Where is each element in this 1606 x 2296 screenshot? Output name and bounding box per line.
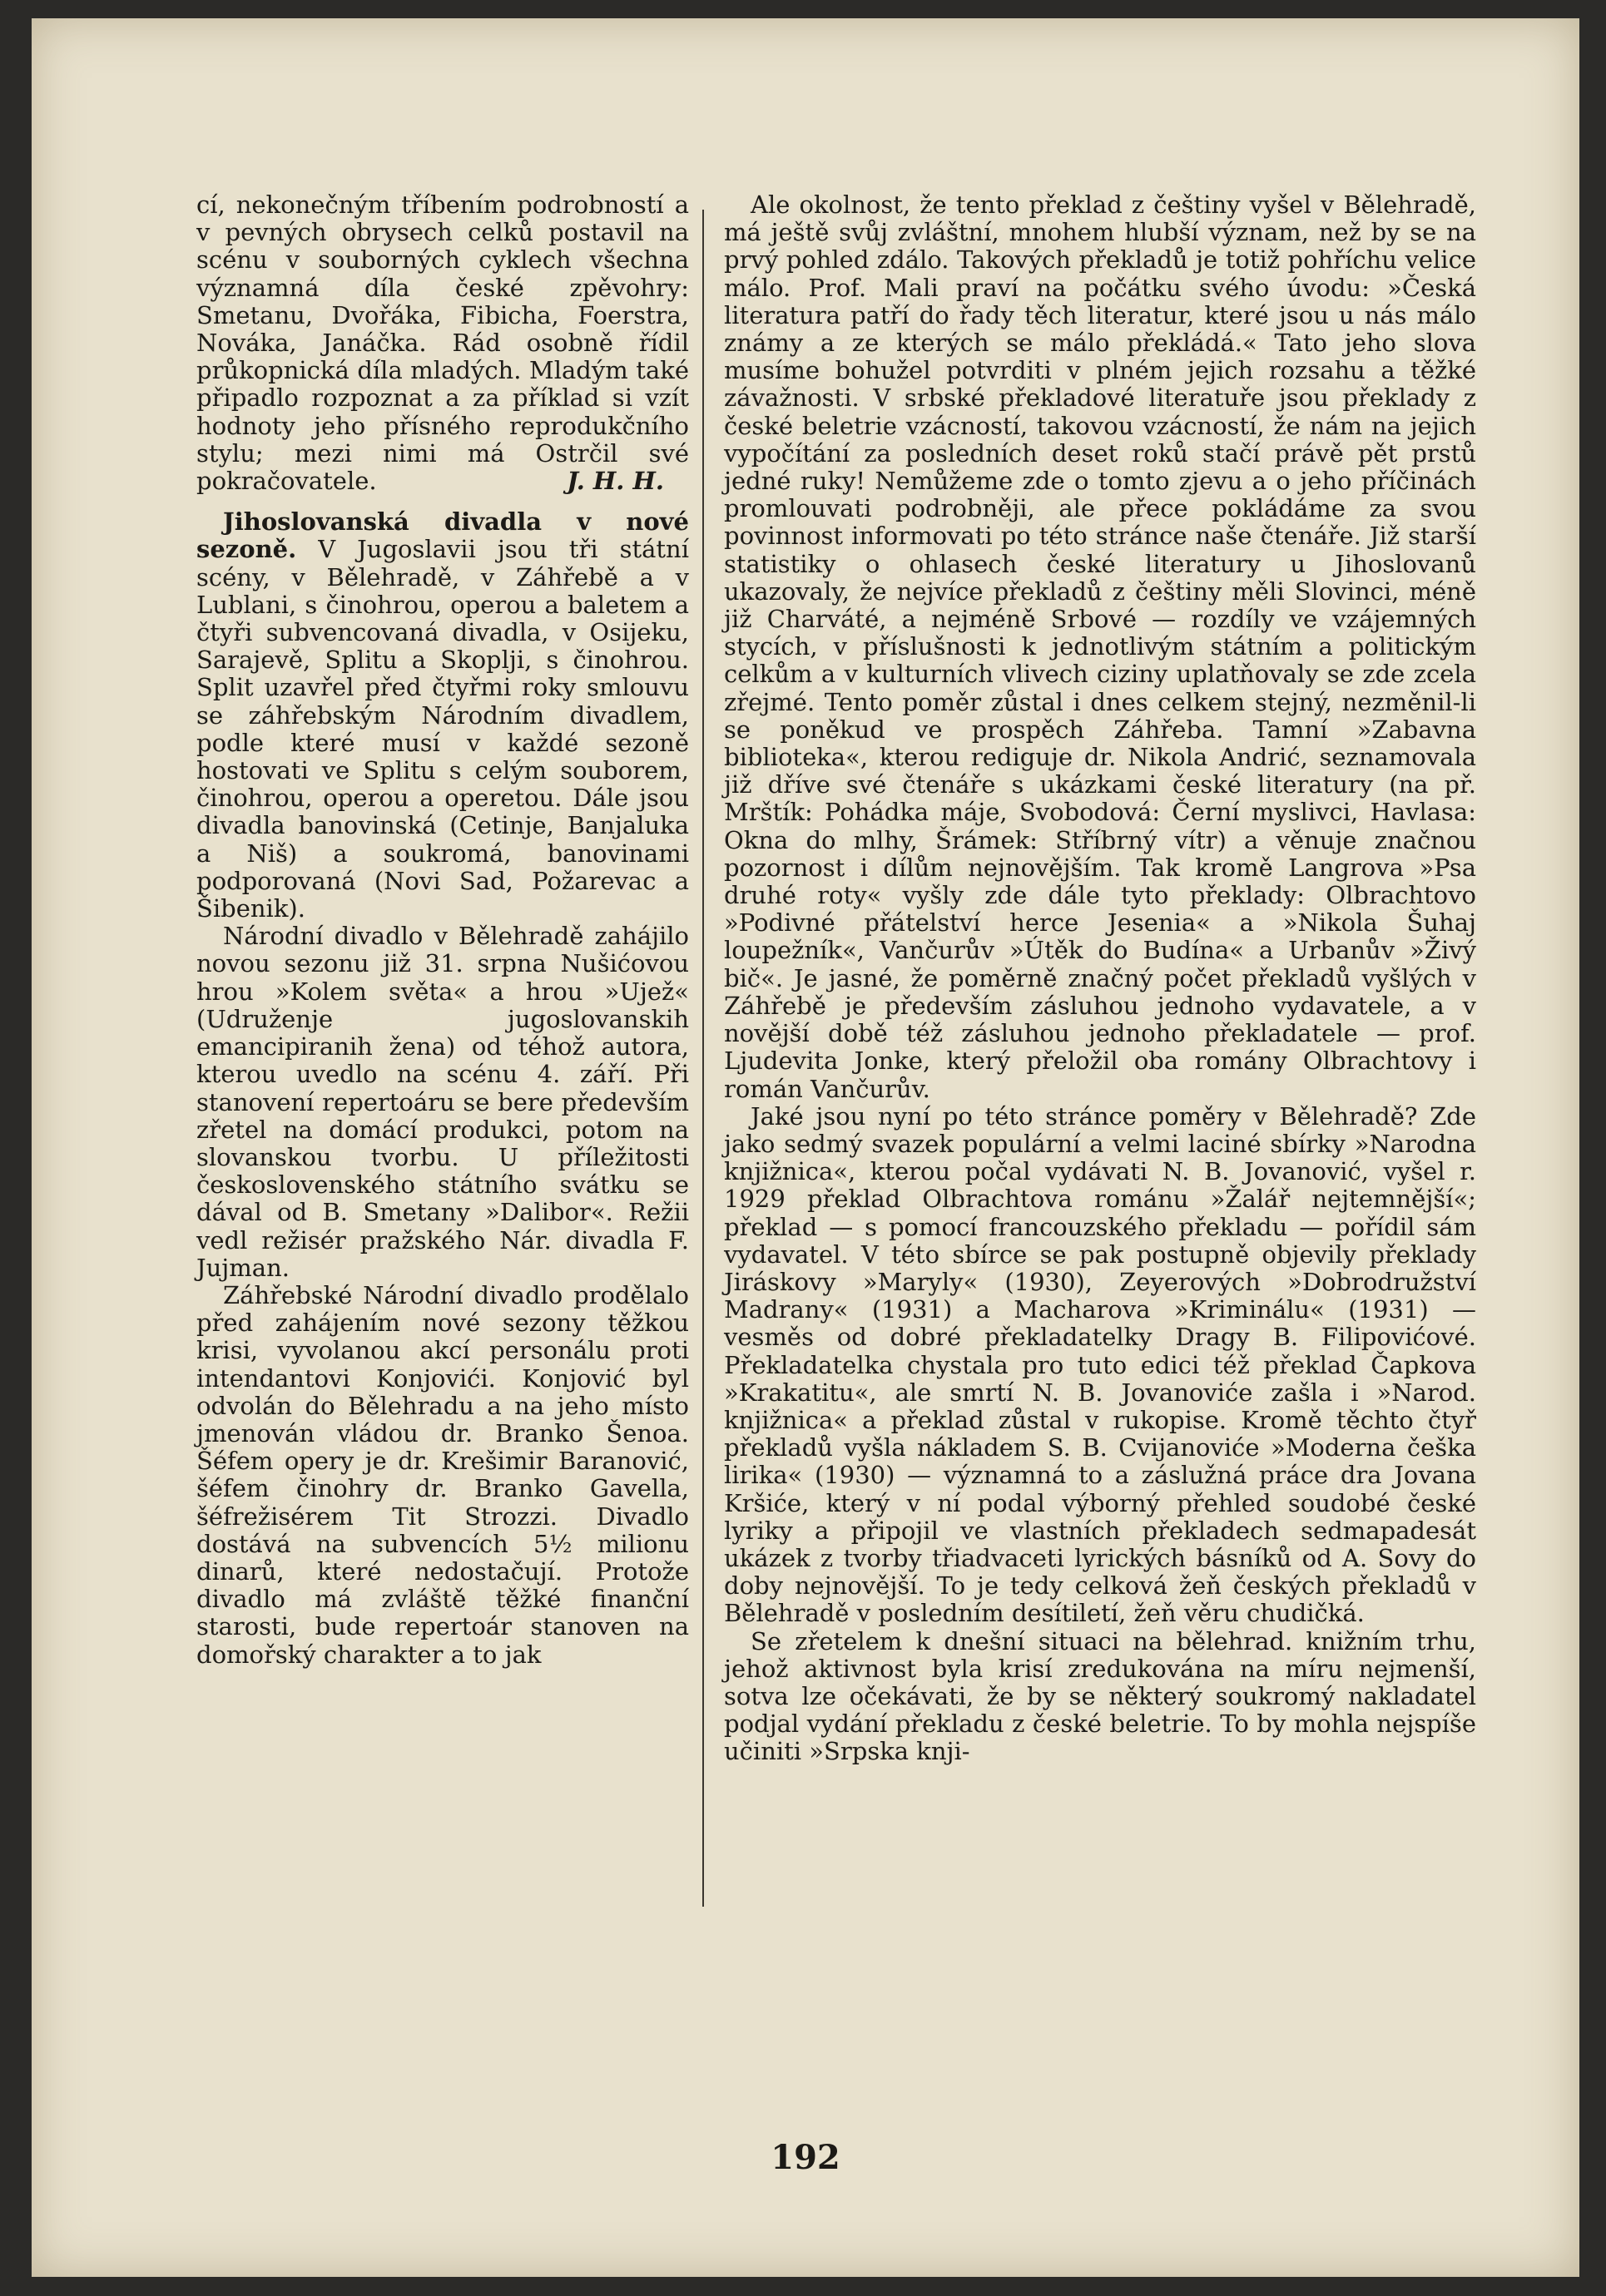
author-signature: J. H. H. [567, 467, 664, 496]
left-column [196, 191, 689, 1669]
page-number: 192 [771, 2138, 840, 2177]
column-divider [702, 210, 704, 1907]
right-paragraph-2: Jaké jsou nyní po této stránce poměry v Bělehradě? Zde jako sedmý svazek populární a velmi laciné sbírky »Narodna knjižnica«, kterou počal vydávati N. B. Jovanović, vyšel r. 1929 překlad Olbrachtova románu »Žalář nejtemnější«; překlad — s pomocí francouzského překladu — pořídil sám vydavatel. V této sbírce se pak postupně objevily překlady Jiráskovy »Maryly« (1930), Zeyerových »Dobrodružství Madrany« (1931) a Macharova »Kriminálu« (1931) — vesměs od dobré překladatelky Dragy B. Filipovićové. Překladatelka chystala pro tuto edici též překlad Čapkova »Krakatitu«, ale smrtí N. B. Jovanoviće zašla i »Narod. knjižnica« a překlad zůstal v rukopise. Kromě těchto čtyř překladů vyšla nákladem S. B. Cvijanoviće »Moderna češka lirika« (1930) — významná to a záslužná práce dra Jovana Kršiće, který v ní podal výborný přehled soudobé české lyriky a připojil ve vlastních překladech sedmapadesát ukázek z tvorby třiadvaceti lyrických básníků od A. Sovy do doby nejnovější. To je tedy celková žeň českých překladů v Bělehradě v posledním desítiletí, žeň věru chudičká. [724, 1101, 1476, 1628]
right-column [724, 191, 1476, 1766]
left-paragraph-1: cí, nekonečným tříbením podrobností a v pevných obrysech celků postavil na scénu v souborných cyklech všechna významná díla české zpěvohry: Smetanu, Dvořáka, Fibicha, Foerstra, Nováka, Janáčka. Rád osobně řídil průkopnická díla mladých. Mladým také připadlo rozpoznat a za příklad si vzít hodnoty jeho přísného reprodukčního stylu; mezi nimi má Ostrčil své pokračovatele. J. H. H. [196, 191, 689, 496]
scanned-page [32, 18, 1579, 2277]
right-paragraph-1: Ale okolnost, že tento překlad z češtiny vyšel v Bělehradě, má ještě svůj zvláštní, mnohem hlubší význam, než by se na prvý pohled zdálo. Takových překladů je totiž pohříchu velice málo. Prof. Mali praví na počátku svého úvodu: »Česká literatura patří do řady těch literatur, které jsou u nás málo známy a ze kterých se málo překládá.« Tato jeho slova musíme bohužel potvrditi v plném jejich rozsahu a těžké závažnosti. V srbské překladové literatuře jsou překlady z české beletrie vzácností, takovou vzácností, že nám na jejich vypočítání za posledních deset roků stačí právě pět prstů jedné ruky! Nemůžeme zde o tomto zjevu a o jeho příčinách promlouvati podrobněji, ale přece pokládáme za svou povinnost informovati po této stránce naše čtenáře. Již starší statistiky o ohlasech české literatury u Jihoslovanů ukazovaly, že nejvíce překladů z češtiny měli Slovinci, méně již Charváté, a nejméně Srbové — rozdíly ve vzájemných stycích, v příslušnosti k jednotlivým státním a politickým celkům a v kulturních vlivech ciziny uplatňovaly se zde zcela zřejmé. Tento poměr zůstal i dnes celkem stejný, nezměnil-li se poněkud ve prospěch Záhřeba. Tamní »Zabavna biblioteka«, kterou rediguje dr. Nikola Andrić, seznamovala již dříve své čtenáře s ukázkami české literatury (na př. Mrštík: Pohádka máje, Svobodová: Černí myslivci, Havlasa: Okna do mlhy, Šrámek: Stříbrný vítr) a věnuje značnou pozornost i dílům nejnovějším. Tak kromě Langrova »Psa druhé roty« vyšly zde dále tyto překlady: Olbrachtovo »Podivné přátelství herce Jesenia« a »Nikola Šuhaj loupežník«, Vančurův »Útěk do Budína« a Urbanův »Živý bič«. Je jasné, že poměrně značný počet překladů vyšlých v Záhřebě je především zásluhou jednoho vydavatele, a v novější době též zásluhou jednoho překladatele — prof. Ljudevita Jonke, který přeložil oba romány Olbrachtovy i román Vančurův. [724, 191, 1476, 1103]
right-paragraph-3: Se zřetelem k dnešní situaci na bělehrad. knižním trhu, jehož aktivnost byla krisí zredukována na míru nejmenší, sotva lze očekávati, že by se některý soukromý nakladatel podjal vydání překladu z české beletrie. To by mohla nejspíše učiniti »Srpska knji- [724, 1626, 1476, 1766]
left-paragraph-3: Národní divadlo v Bělehradě zahájilo novou sezonu již 31. srpna Nušićovou hrou »Kolem světa« a hrou »Ujež« (Udruženje jugoslovanskih emancipiranih žena) od téhož autora, kterou uvedlo na scénu 4. září. Při stanovení repertoáru se bere především zřetel na domácí produkci, potom na slovanskou tvorbu. U příležitosti československého státního svátku se dával od B. Smetany »Dalibor«. Režii vedl režisér pražského Nár. divadla F. Jujman. [196, 922, 689, 1282]
left-paragraph-4: Záhřebské Národní divadlo prodělalo před zahájením nové sezony těžkou krisi, vyvolanou akcí personálu proti intendantovi Konjovići. Konjović byl odvolán do Bělehradu a na jeho místo jmenován vládou dr. Branko Šenoa. Šéfem opery je dr. Krešimir Baranović, šéfem činohry dr. Branko Gavella, šéfrežisérem Tit Strozzi. Divadlo dostává na subvencích 5½ milionu dinarů, které nedostačují. Protože divadlo má zvláště těžké finanční starosti, bude repertoár stanoven na domořský charakter a to jak [196, 1280, 689, 1669]
section-heading: Jihoslovanská divadla v nové sezoně. [196, 507, 689, 564]
left-paragraph-2: Jihoslovanská divadla v nové sezoně. V Jugoslavii jsou tři státní scény, v Bělehradě, v Záhřebě a v Lublani, s činohrou, operou a baletem a čtyři subvencovaná divadla, v Osijeku, Sarajevě, Splitu a Skoplji, s činohrou. Split uzavřel před čtyřmi roky smlouvu se záhřebským Národním divadlem, podle které musí v každé sezoně hostovati ve Splitu s celým souborem, činohrou, operou a operetou. Dále jsou divadla banovinská (Cetinje, Banjaluka a Niš) a soukromá, banovinami podporovaná (Novi Sad, Požarevac a Šibenik). [196, 507, 689, 923]
